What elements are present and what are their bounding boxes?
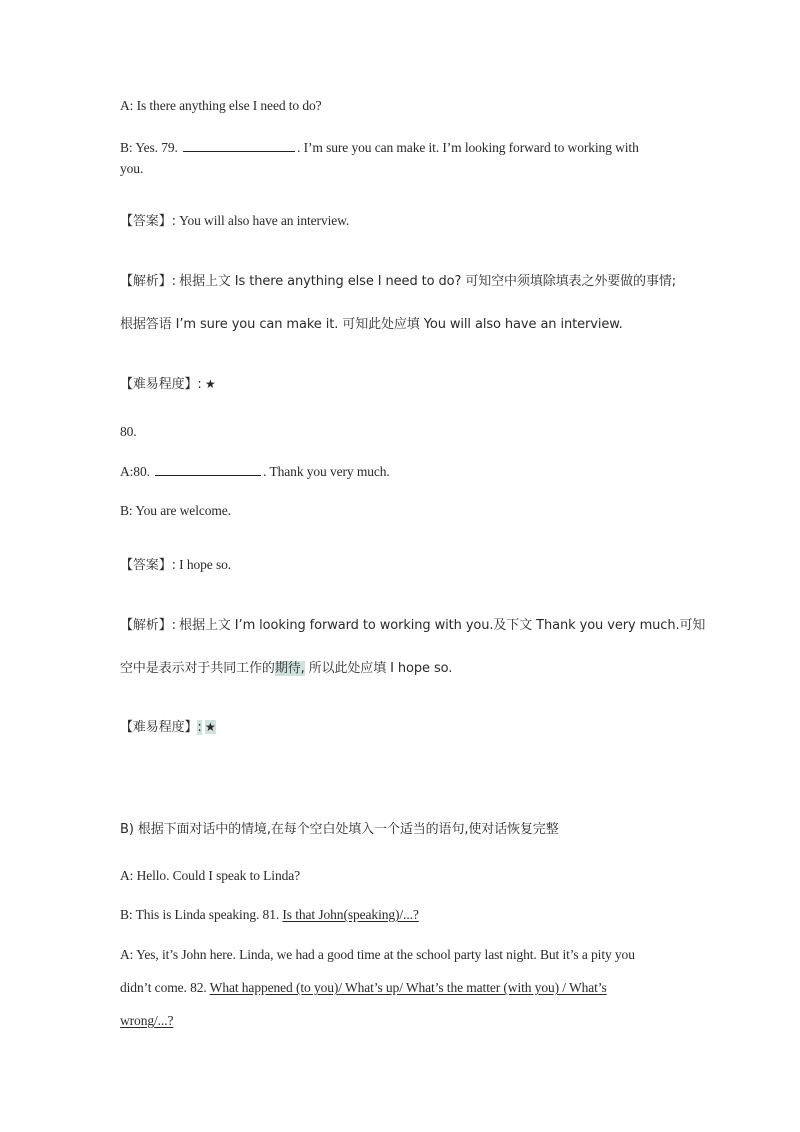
- q79-line-b-cont: you.: [120, 161, 144, 176]
- q80-number: 80.: [120, 424, 137, 439]
- q79-line-b-prefix: B: Yes. 79.: [120, 140, 178, 155]
- q79-answer-blank[interactable]: [183, 139, 295, 152]
- analysis-label: 【解析】:: [120, 274, 176, 289]
- q79-analysis-line2: 根据答语 I’m sure you can make it. 可知此处应填 You will also have an interview.: [120, 317, 623, 332]
- section-b-line5: [120, 1013, 173, 1029]
- star-icon: ★: [204, 377, 216, 391]
- difficulty-label: 【难易程度】:: [120, 377, 202, 392]
- line2-prefix: B: This is Linda speaking. 81.: [120, 907, 280, 922]
- q79-line-b: [120, 139, 639, 156]
- answer-text: I hope so.: [179, 557, 232, 572]
- difficulty-colon: :: [197, 720, 202, 735]
- analysis-text-c: 所以此处应填 I hope so.: [304, 661, 453, 676]
- q80-line-a-suffix: . Thank you very much.: [263, 464, 390, 479]
- q80-answer: [120, 554, 231, 573]
- q80-analysis-line2: [120, 657, 452, 676]
- answer-text: You will also have an interview.: [179, 213, 350, 228]
- q79-analysis-line1: [120, 270, 676, 289]
- answer-label: 【答案】:: [120, 558, 176, 573]
- analysis-text: 根据上文 Is there anything else I need to do? 可知空中须填除填表之外要做的事情;: [179, 274, 677, 289]
- q80-line-b: B: You are welcome.: [120, 503, 231, 518]
- q80-answer-blank[interactable]: [155, 463, 261, 476]
- q82-answer: What happened (to you)/ What’s up/ What’s the matter (with you) / What’s: [209, 980, 607, 995]
- section-b-heading: B) 根据下面对话中的情境,在每个空白处填入一个适当的语句,使对话恢复完整: [120, 822, 559, 837]
- analysis-label: 【解析】:: [120, 618, 176, 633]
- difficulty-label: 【难易程度】: [120, 720, 198, 735]
- q79-line-b-suffix: . I’m sure you can make it. I’m looking forward to working with: [297, 140, 639, 155]
- section-b-line1: A: Hello. Could I speak to Linda?: [120, 868, 301, 883]
- analysis-text-highlight: 期待,: [274, 661, 305, 676]
- q79-answer: [120, 210, 349, 229]
- answer-label: 【答案】:: [120, 214, 176, 229]
- line4-prefix: didn’t come. 82.: [120, 980, 207, 995]
- q79-line-a: A: Is there anything else I need to do?: [120, 98, 322, 113]
- q82-answer-cont: wrong/...?: [120, 1013, 174, 1028]
- section-b-line4: [120, 980, 607, 996]
- q80-line-a: [120, 463, 390, 480]
- q80-analysis-line1: [120, 614, 705, 633]
- q80-line-a-prefix: A:80.: [120, 464, 150, 479]
- section-b-line3: A: Yes, it’s John here. Linda, we had a good time at the school party last night. But it’s a pity you: [120, 947, 635, 962]
- analysis-text: 根据上文 I’m looking forward to working with you.及下文 Thank you very much.可知: [179, 618, 706, 633]
- star-icon: ★: [204, 720, 216, 734]
- q81-answer: Is that John(speaking)/...?: [282, 907, 419, 922]
- section-b-line2: [120, 907, 419, 923]
- q79-difficulty: [120, 373, 216, 392]
- q80-difficulty: [120, 716, 216, 735]
- analysis-text-a: 空中是表示对于共同工作的: [120, 661, 275, 676]
